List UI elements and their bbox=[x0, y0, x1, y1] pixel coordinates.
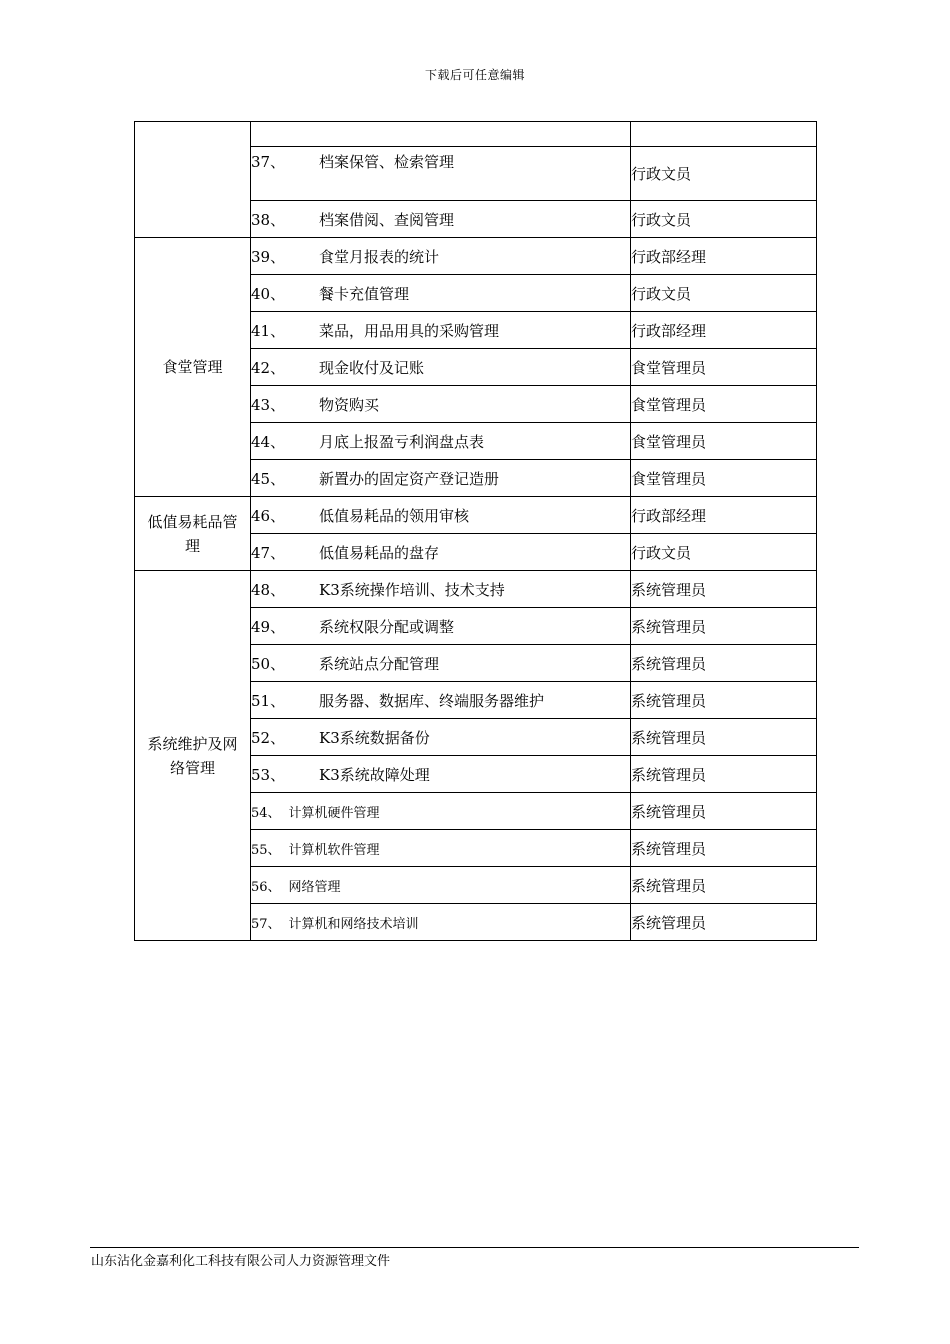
task-text: K3系统数据备份 bbox=[319, 728, 430, 747]
table-row bbox=[135, 238, 817, 275]
task-text: 餐卡充值管理 bbox=[319, 284, 410, 303]
role-cell: 系统管理员 bbox=[631, 904, 817, 941]
role-cell: 行政部经理 bbox=[631, 312, 817, 349]
role-cell: 行政文员 bbox=[631, 275, 817, 312]
task-text: 低值易耗品的盘存 bbox=[319, 543, 440, 562]
category-cell bbox=[135, 122, 251, 238]
item-number: 41、 bbox=[251, 321, 286, 340]
table-row bbox=[135, 122, 817, 147]
task-cell bbox=[251, 904, 631, 941]
task-text: K3系统故障处理 bbox=[319, 765, 430, 784]
role-cell: 系统管理员 bbox=[631, 793, 817, 830]
item-number: 57、 bbox=[251, 916, 281, 932]
item-number: 38、 bbox=[251, 210, 286, 229]
item-number: 37、 bbox=[251, 153, 286, 171]
task-text: 计算机软件管理 bbox=[288, 842, 380, 858]
item-number: 51、 bbox=[251, 691, 286, 710]
item-number: 40、 bbox=[251, 284, 286, 303]
duty-table bbox=[134, 121, 817, 941]
category-cell: 低值易耗品管理 bbox=[135, 497, 251, 571]
page-footer: 山东沾化金嘉利化工科技有限公司人力资源管理文件 bbox=[91, 1254, 391, 1269]
item-number: 48、 bbox=[251, 580, 286, 599]
item-number: 43、 bbox=[251, 395, 286, 414]
task-text: 系统站点分配管理 bbox=[319, 654, 440, 673]
role-cell: 系统管理员 bbox=[631, 719, 817, 756]
task-text: 菜品，用品用具的采购管理 bbox=[319, 321, 500, 340]
task-cell bbox=[251, 719, 631, 756]
role-cell: 系统管理员 bbox=[631, 682, 817, 719]
page-header: 下载后可任意编辑 bbox=[424, 68, 525, 82]
role-cell: 系统管理员 bbox=[631, 571, 817, 608]
item-number: 54、 bbox=[251, 805, 281, 821]
item-number: 52、 bbox=[251, 728, 286, 747]
task-text: 系统权限分配或调整 bbox=[319, 617, 455, 636]
item-number: 44、 bbox=[251, 432, 286, 451]
task-cell bbox=[251, 238, 631, 275]
task-cell bbox=[251, 793, 631, 830]
item-number: 45、 bbox=[251, 469, 286, 488]
item-number: 46、 bbox=[251, 506, 286, 525]
task-cell bbox=[251, 682, 631, 719]
task-cell bbox=[251, 147, 631, 201]
task-cell bbox=[251, 756, 631, 793]
item-number: 42、 bbox=[251, 358, 286, 377]
item-number: 39、 bbox=[251, 247, 286, 266]
task-text: 新置办的固定资产登记造册 bbox=[319, 469, 500, 488]
task-cell bbox=[251, 312, 631, 349]
item-number: 49、 bbox=[251, 617, 286, 636]
task-cell bbox=[251, 830, 631, 867]
role-cell bbox=[631, 122, 817, 147]
role-cell: 系统管理员 bbox=[631, 830, 817, 867]
item-number: 47、 bbox=[251, 543, 286, 562]
task-cell bbox=[251, 645, 631, 682]
task-text: 月底上报盈亏利润盘点表 bbox=[319, 432, 485, 451]
role-cell: 行政文员 bbox=[631, 201, 817, 238]
item-number: 56、 bbox=[251, 879, 281, 895]
table-row bbox=[135, 571, 817, 608]
task-cell bbox=[251, 275, 631, 312]
task-cell bbox=[251, 497, 631, 534]
role-cell: 行政文员 bbox=[631, 534, 817, 571]
task-text: 档案保管、检索管理 bbox=[319, 153, 455, 171]
task-text: 计算机和网络技术培训 bbox=[288, 916, 419, 932]
task-text: 计算机硬件管理 bbox=[288, 805, 380, 821]
role-cell: 系统管理员 bbox=[631, 867, 817, 904]
item-number: 55、 bbox=[251, 842, 281, 858]
item-number: 53、 bbox=[251, 765, 286, 784]
task-cell bbox=[251, 867, 631, 904]
category-cell: 系统维护及网络管理 bbox=[135, 571, 251, 941]
role-cell: 食堂管理员 bbox=[631, 349, 817, 386]
task-cell bbox=[251, 423, 631, 460]
role-cell: 食堂管理员 bbox=[631, 423, 817, 460]
role-cell: 系统管理员 bbox=[631, 645, 817, 682]
task-text: 档案借阅、查阅管理 bbox=[319, 210, 455, 229]
role-cell: 系统管理员 bbox=[631, 756, 817, 793]
role-cell: 行政部经理 bbox=[631, 497, 817, 534]
task-cell bbox=[251, 201, 631, 238]
category-cell: 食堂管理 bbox=[135, 238, 251, 497]
role-cell: 行政部经理 bbox=[631, 238, 817, 275]
task-cell bbox=[251, 608, 631, 645]
role-cell: 行政文员 bbox=[631, 147, 817, 201]
table-row bbox=[135, 497, 817, 534]
task-text: 现金收付及记账 bbox=[319, 358, 425, 377]
role-cell: 系统管理员 bbox=[631, 608, 817, 645]
task-text: 物资购买 bbox=[319, 395, 380, 414]
role-cell: 食堂管理员 bbox=[631, 386, 817, 423]
task-cell bbox=[251, 460, 631, 497]
task-cell bbox=[251, 349, 631, 386]
task-text: K3系统操作培训、技术支持 bbox=[319, 580, 505, 599]
task-text: 低值易耗品的领用审核 bbox=[319, 506, 470, 525]
task-text: 服务器、数据库、终端服务器维护 bbox=[319, 691, 545, 710]
task-text: 食堂月报表的统计 bbox=[319, 247, 440, 266]
footer-divider bbox=[90, 1247, 859, 1248]
task-cell bbox=[251, 122, 631, 147]
task-cell bbox=[251, 534, 631, 571]
task-cell bbox=[251, 571, 631, 608]
role-cell: 食堂管理员 bbox=[631, 460, 817, 497]
item-number: 50、 bbox=[251, 654, 286, 673]
task-cell bbox=[251, 386, 631, 423]
task-text: 网络管理 bbox=[288, 879, 341, 895]
